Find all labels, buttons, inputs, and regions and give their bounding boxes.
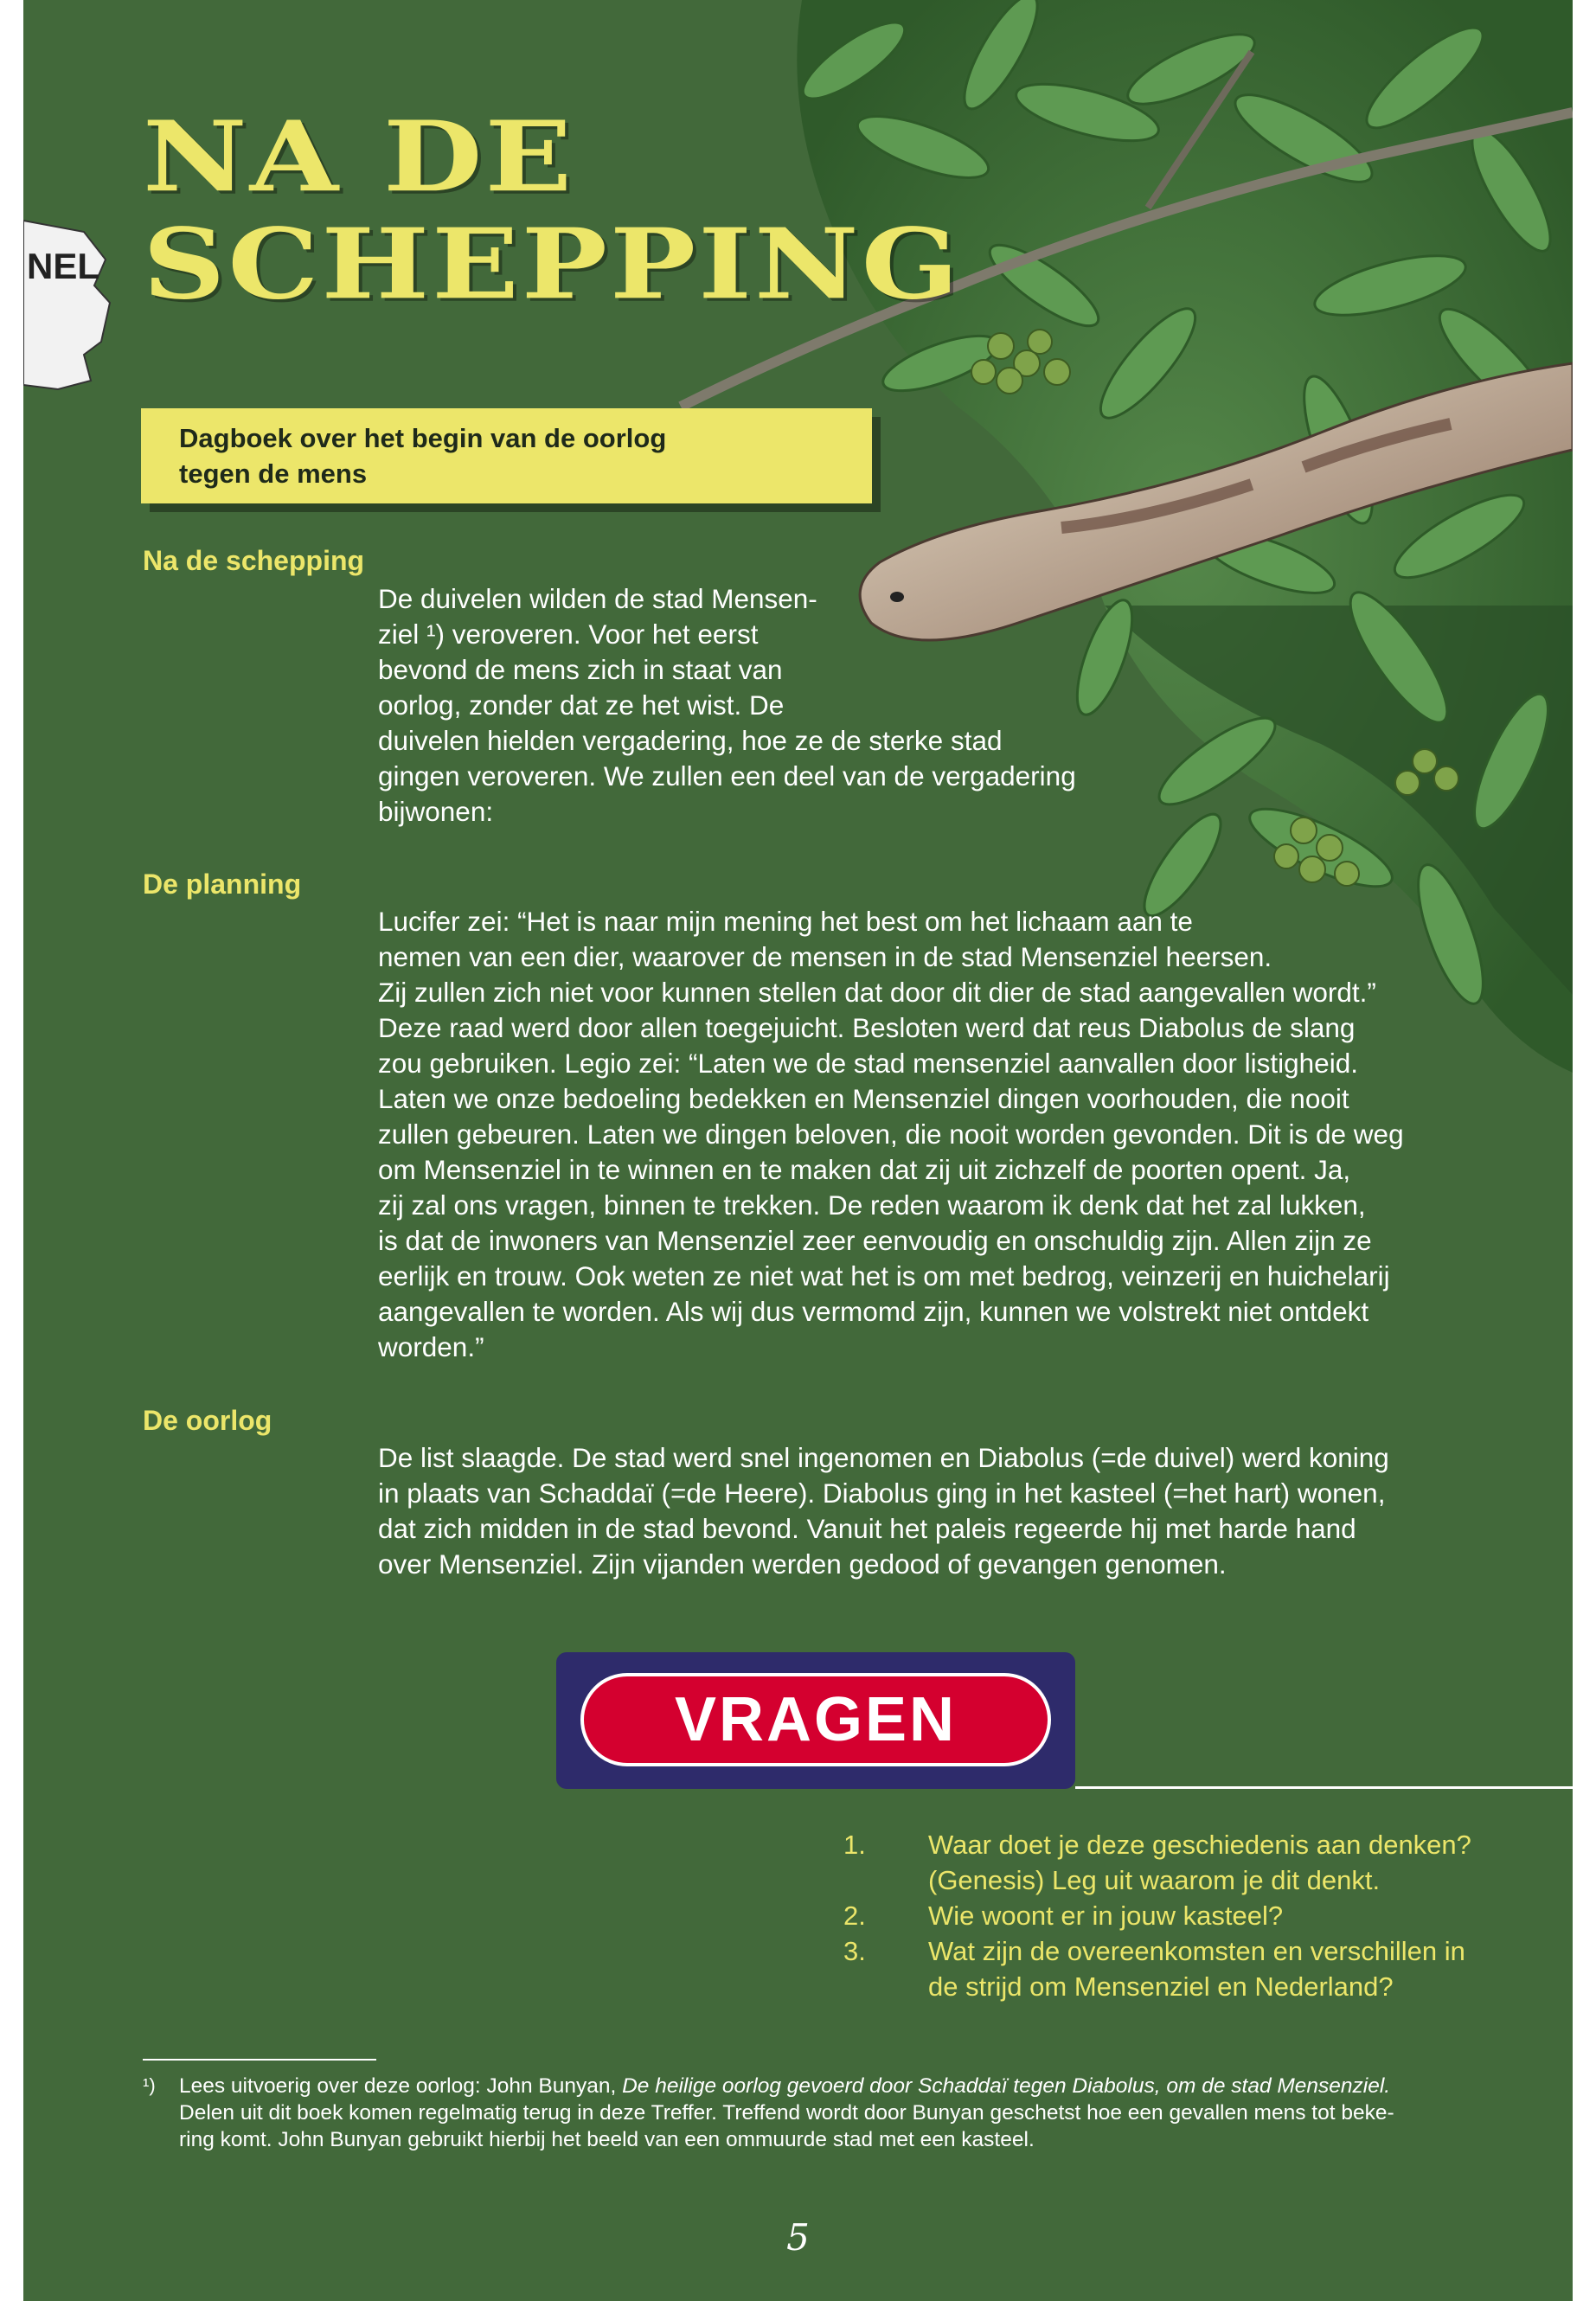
subtitle-line-1: Dagboek over het begin van de oorlog bbox=[179, 423, 667, 453]
footnote-mark: ¹) bbox=[143, 2074, 156, 2096]
title-line-2: SCHEPPING bbox=[143, 207, 962, 322]
text-line: De list slaagde. De stad werd snel ingenomen en Diabolus (=de duivel) werd koning bbox=[378, 1442, 1389, 1473]
text-line: eerlijk en trouw. Ook weten ze niet wat het is om met bedrog, veinzerij en huichelarij bbox=[378, 1260, 1390, 1292]
text-line: zullen gebeuren. Laten we dingen beloven, die nooit worden gevonden. Dit is de weg bbox=[378, 1118, 1404, 1150]
text-line: Zij zullen zich niet voor kunnen stellen dat door dit dier de stad aangevallen wordt.” bbox=[378, 977, 1376, 1008]
footnote-rule bbox=[143, 2059, 376, 2061]
text-line: zou gebruiken. Legio zei: “Laten we de stad mensenziel aanvallen door listigheid. bbox=[378, 1048, 1358, 1079]
section-label-na-de-schepping: Na de schepping bbox=[143, 545, 365, 576]
text-line: om Mensenziel in te winnen en te maken dat zij uit zichzelf de poorten opent. Ja, bbox=[378, 1154, 1351, 1185]
title-line-1: NA DE bbox=[143, 99, 575, 215]
section-label-de-oorlog: De oorlog bbox=[143, 1405, 272, 1436]
question-number: 2. bbox=[843, 1900, 866, 1931]
text-line: in plaats van Schaddaï (=de Heere). Diabolus ging in het kasteel (=het hart) wonen, bbox=[378, 1477, 1386, 1509]
text-line: aangevallen te worden. Als wij dus vermomd zijn, kunnen we volstrekt niet ontdekt bbox=[378, 1296, 1369, 1327]
vragen-banner bbox=[556, 1652, 1075, 1789]
question-line: Wie woont er in jouw kasteel? bbox=[928, 1900, 1284, 1931]
torn-paper-graphic bbox=[23, 0, 127, 415]
subtitle-box bbox=[141, 408, 872, 503]
question-number: 1. bbox=[843, 1830, 866, 1860]
text-line: bevond de mens zich in staat van bbox=[378, 654, 783, 685]
text-line: Laten we onze bedoeling bedekken en Mensenziel dingen voorhouden, die nooit bbox=[378, 1083, 1349, 1114]
section-text-na-de-schepping bbox=[378, 581, 1076, 830]
question-text bbox=[928, 1933, 1535, 2004]
question-number: 3. bbox=[843, 1936, 866, 1966]
text-line: worden.” bbox=[378, 1331, 484, 1362]
text-line: De duivelen wilden de stad Mensen- bbox=[378, 583, 817, 614]
question-line: de strijd om Mensenziel en Nederland? bbox=[928, 1971, 1394, 2002]
question-line: (Genesis) Leg uit waarom je dit denkt. bbox=[928, 1865, 1381, 1895]
text-line: dat zich midden in de stad bevond. Vanuit het paleis regeerde hij met harde hand bbox=[378, 1513, 1356, 1544]
text-line: zij zal ons vragen, binnen te trekken. De reden waarom ik denk dat het zal lukken, bbox=[378, 1189, 1366, 1221]
text-line: over Mensenziel. Zijn vijanden werden gedood of gevangen genomen. bbox=[378, 1548, 1227, 1580]
question-text bbox=[928, 1898, 1535, 1933]
footnote-text: Lees uitvoerig over deze oorlog: John Bunyan, bbox=[179, 2074, 623, 2098]
text-line: Lucifer zei: “Het is naar mijn mening het best om het lichaam aan te bbox=[378, 906, 1193, 937]
text-line: duivelen hielden vergadering, hoe ze de sterke stad bbox=[378, 725, 1003, 756]
question-text bbox=[928, 1827, 1535, 1898]
question-item bbox=[843, 1933, 1535, 2004]
footnote-book-title: De heilige oorlog gevoerd door Schaddaï tegen Diabolus, om de stad Mensenziel. bbox=[622, 2074, 1391, 2098]
footnote bbox=[179, 2073, 1511, 2153]
section-text-de-oorlog bbox=[378, 1440, 1389, 1582]
question-item bbox=[843, 1827, 1535, 1898]
question-line: Waar doet je deze geschiedenis aan denken? bbox=[928, 1830, 1471, 1860]
page-title bbox=[143, 99, 962, 322]
subtitle-line-2: tegen de mens bbox=[179, 458, 368, 489]
vragen-divider bbox=[1075, 1786, 1573, 1789]
question-list bbox=[843, 1827, 1535, 2004]
text-line: ziel ¹) veroveren. Voor het eerst bbox=[378, 619, 759, 650]
text-line: bijwonen: bbox=[378, 796, 494, 827]
text-line: is dat de inwoners van Mensenziel zeer eenvoudig en onschuldig zijn. Allen zijn ze bbox=[378, 1225, 1372, 1256]
page bbox=[23, 0, 1573, 2301]
section-label-de-planning: De planning bbox=[143, 868, 302, 900]
text-line: Deze raad werd door allen toegejuicht. Besloten werd dat reus Diabolus de slang bbox=[378, 1012, 1356, 1043]
footnote-line-1 bbox=[179, 2073, 1511, 2099]
footnote-line-3: ring komt. John Bunyan gebruikt hierbij het beeld van een ommuurde stad met een kasteel. bbox=[179, 2128, 1035, 2151]
question-item bbox=[843, 1898, 1535, 1933]
vragen-label: VRAGEN bbox=[580, 1673, 1051, 1766]
text-line: nemen van een dier, waarover de mensen in de stad Mensenziel heersen. bbox=[378, 941, 1272, 972]
page-number: 5 bbox=[786, 2216, 810, 2259]
footnote-line-2: Delen uit dit boek komen regelmatig terug in deze Treffer. Treffend wordt door Bunyan geschetst hoe een gevallen mens tot beke- bbox=[179, 2101, 1394, 2125]
text-line: oorlog, zonder dat ze het wist. De bbox=[378, 689, 785, 721]
question-line: Wat zijn de overeenkomsten en verschillen in bbox=[928, 1936, 1465, 1966]
torn-paper-text: NEL bbox=[27, 246, 99, 286]
section-text-de-planning bbox=[378, 904, 1404, 1365]
text-line: gingen veroveren. We zullen een deel van de vergadering bbox=[378, 760, 1076, 792]
